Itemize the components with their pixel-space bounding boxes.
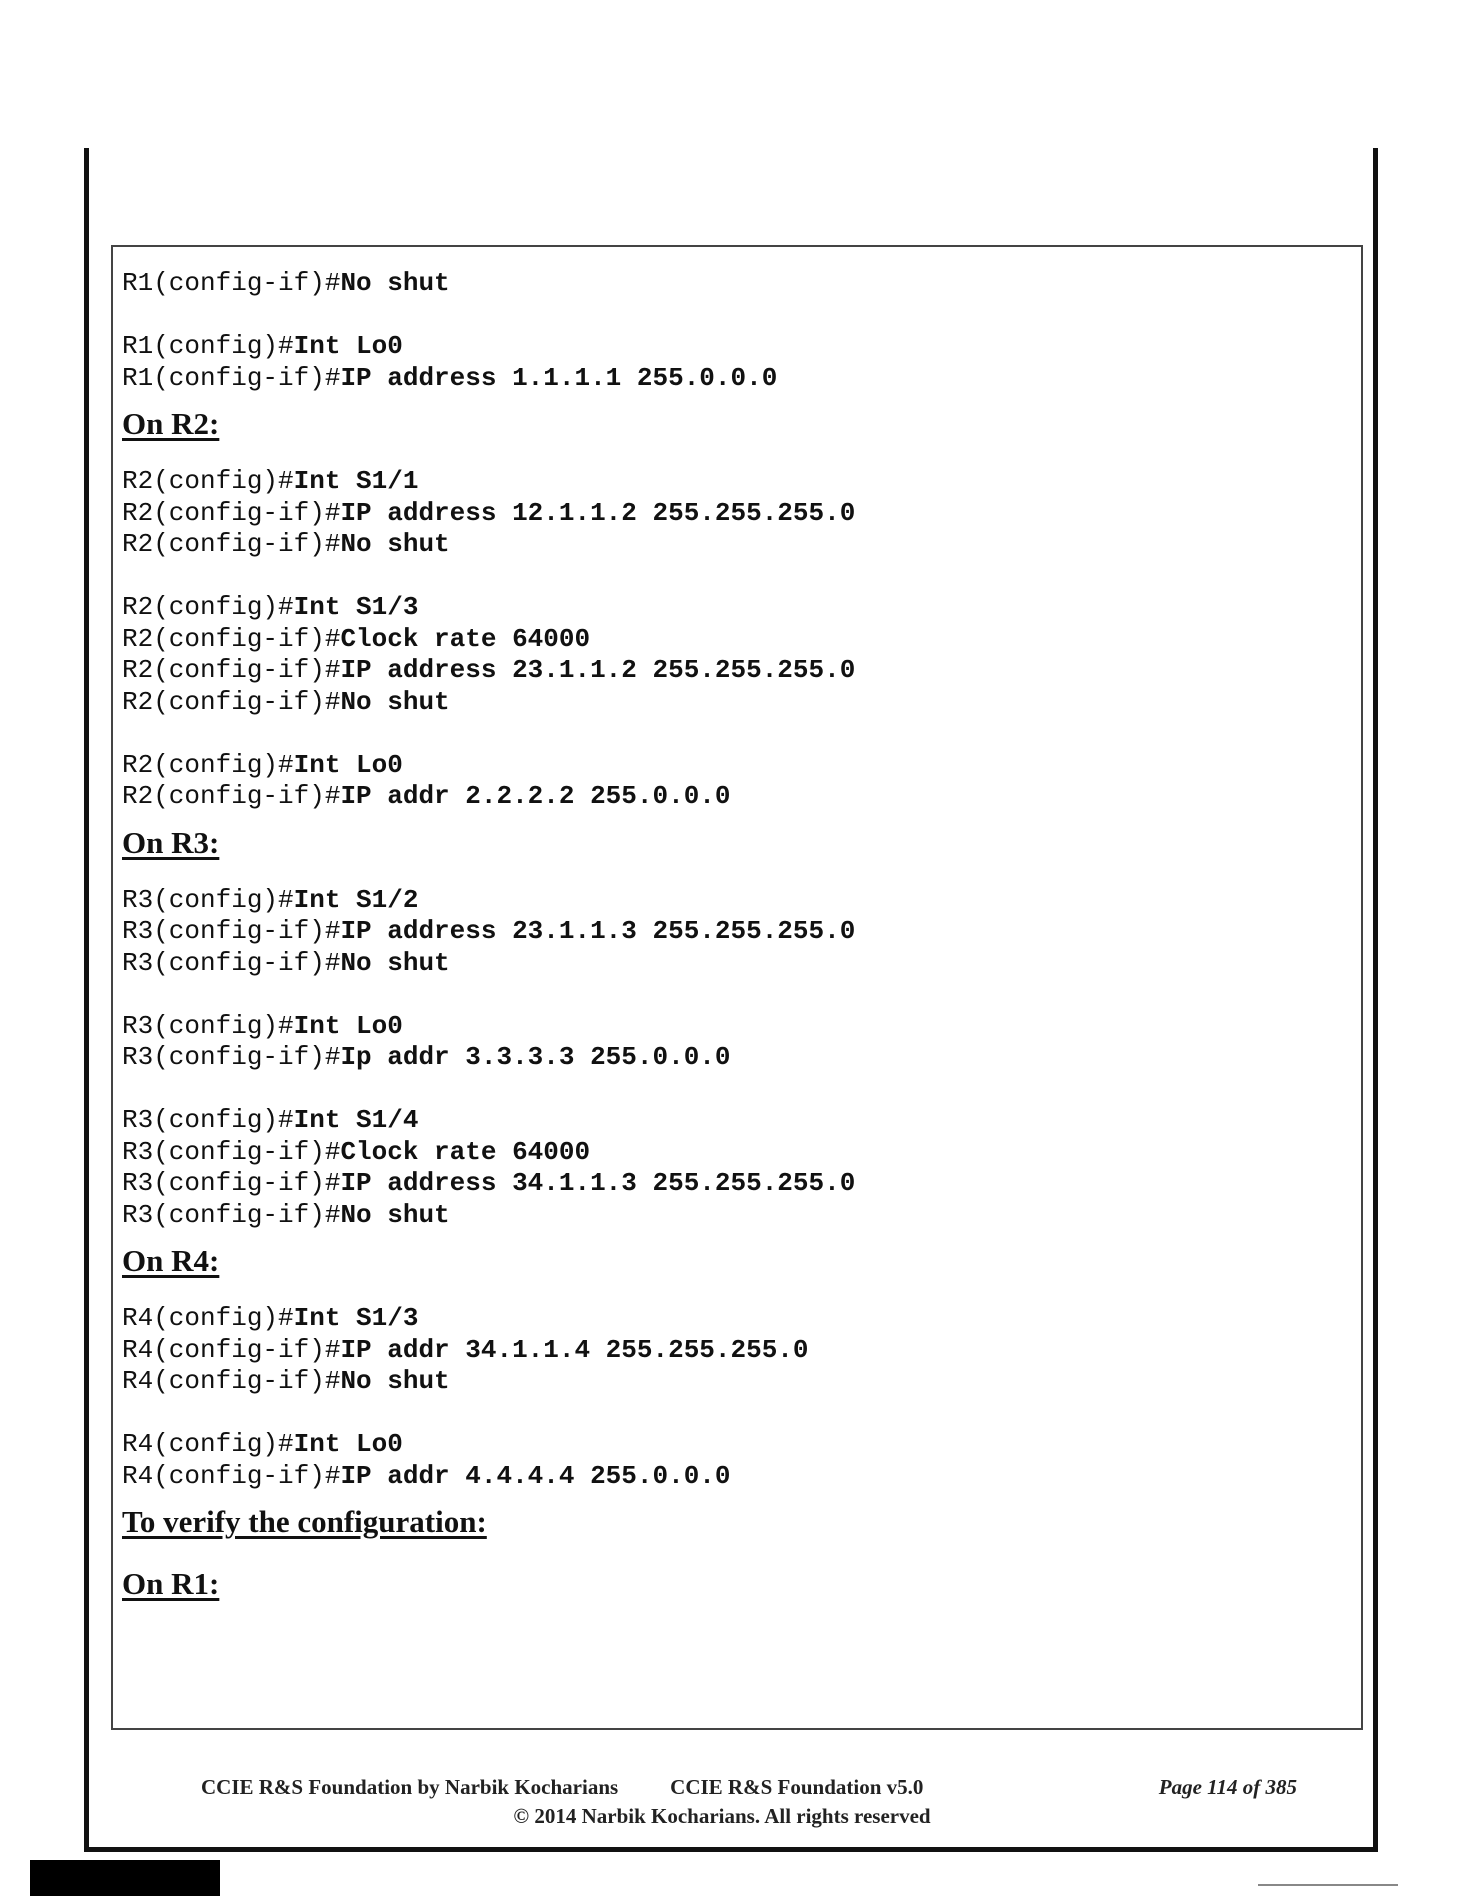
code-line: [122, 1303, 1352, 1335]
cli-prompt: R4(config)#: [122, 1303, 294, 1333]
cli-command: Int S1/2: [293, 884, 419, 915]
code-line: [122, 655, 1352, 687]
cli-command: Ip addr 3.3.3.3 255.0.0.0: [340, 1042, 731, 1072]
cli-prompt: R4(config)#: [122, 1429, 294, 1459]
page-footer: [111, 1775, 1363, 1829]
code-line: [122, 529, 1352, 561]
code-line: [122, 498, 1352, 530]
code-line: [122, 331, 1352, 363]
cli-command: IP address 12.1.1.2 255.255.255.0: [340, 497, 856, 528]
cli-prompt: R3(config)#: [122, 1105, 294, 1135]
cli-prompt: R3(config)#: [122, 1010, 294, 1041]
cli-command: IP address 34.1.1.3 255.255.255.0: [340, 1168, 856, 1198]
code-line: [122, 1200, 1352, 1232]
footer-version: CCIE R&S Foundation v5.0: [670, 1775, 924, 1799]
cli-prompt: R3(config-if)#: [122, 916, 341, 946]
cli-command: IP address 23.1.1.3 255.255.255.0: [340, 916, 856, 946]
cli-prompt: R1(config)#: [122, 331, 294, 361]
code-block: [122, 885, 1352, 1232]
scan-edge-mark: [1258, 1884, 1398, 1886]
code-block: [122, 1303, 1352, 1492]
cli-prompt: R2(config)#: [122, 466, 294, 496]
cli-command: Int Lo0: [293, 1010, 403, 1041]
code-line: [122, 687, 1352, 719]
code-line: [122, 624, 1352, 656]
code-line: [122, 1429, 1352, 1461]
code-line: [122, 268, 1352, 300]
cli-command: Int Lo0: [293, 1429, 403, 1459]
cli-command: Int S1/1: [293, 466, 419, 496]
code-line: [122, 466, 1352, 498]
cli-command: Int Lo0: [293, 749, 403, 780]
cli-command: No shut: [340, 686, 450, 717]
cli-command: IP addr 4.4.4.4 255.0.0.0: [340, 1460, 731, 1491]
code-line: [122, 1137, 1352, 1169]
cli-prompt: R4(config-if)#: [122, 1460, 341, 1491]
cli-prompt: R3(config)#: [122, 884, 294, 915]
cli-command: Clock rate 64000: [340, 1136, 591, 1167]
code-line: [122, 1011, 1352, 1043]
cli-prompt: R2(config-if)#: [122, 686, 341, 717]
cli-command: Int S1/4: [293, 1105, 419, 1135]
blank-line: [122, 979, 1352, 1011]
cli-prompt: R3(config-if)#: [122, 947, 341, 978]
code-block: [122, 466, 1352, 813]
cli-prompt: R1(config-if)#: [122, 362, 341, 393]
cli-prompt: R3(config-if)#: [122, 1136, 341, 1167]
document-body: [122, 268, 1352, 1626]
code-line: [122, 1042, 1352, 1074]
cli-prompt: R3(config-if)#: [122, 1199, 341, 1230]
cli-prompt: R4(config-if)#: [122, 1334, 341, 1365]
cli-prompt: R2(config-if)#: [122, 781, 341, 811]
cli-command: Int S1/3: [293, 592, 419, 622]
code-line: [122, 363, 1352, 395]
blank-line: [122, 561, 1352, 593]
footer-page-number: Page 114 of 385: [1158, 1775, 1297, 1799]
cli-prompt: R2(config-if)#: [122, 497, 341, 528]
footer-row: [111, 1775, 1363, 1800]
cli-command: No shut: [340, 1366, 450, 1396]
cli-command: IP addr 2.2.2.2 255.0.0.0: [340, 781, 731, 811]
section-heading: On R4:: [122, 1243, 220, 1278]
cli-prompt: R2(config-if)#: [122, 655, 341, 685]
code-line: [122, 948, 1352, 980]
cli-prompt: R4(config-if)#: [122, 1366, 341, 1396]
cli-prompt: R1(config-if)#: [122, 268, 341, 298]
section-heading: On R2:: [122, 406, 220, 441]
cli-prompt: R3(config-if)#: [122, 1042, 341, 1072]
footer-book-title: CCIE R&S Foundation by Narbik Kocharians: [201, 1775, 619, 1799]
code-line: [122, 592, 1352, 624]
cli-command: No shut: [340, 947, 450, 978]
code-line: [122, 1105, 1352, 1137]
code-line: [122, 885, 1352, 917]
cli-prompt: R3(config-if)#: [122, 1168, 341, 1198]
code-line: [122, 781, 1352, 813]
cli-command: IP address 23.1.1.2 255.255.255.0: [340, 655, 856, 685]
cli-prompt: R2(config-if)#: [122, 623, 341, 654]
cli-command: IP address 1.1.1.1 255.0.0.0: [340, 362, 778, 393]
blank-line: [122, 300, 1352, 332]
blank-line: [122, 718, 1352, 750]
code-block: [122, 268, 1352, 394]
footer-copyright: © 2014 Narbik Kocharians. All rights reserved: [513, 1804, 931, 1828]
cli-command: IP addr 34.1.1.4 255.255.255.0: [340, 1334, 809, 1365]
code-line: [122, 1168, 1352, 1200]
code-line: [122, 916, 1352, 948]
blank-line: [122, 1074, 1352, 1106]
cli-command: Clock rate 64000: [340, 623, 591, 654]
cli-command: Int S1/3: [293, 1303, 419, 1333]
section-heading: On R1:: [122, 1566, 220, 1601]
cli-command: No shut: [340, 1199, 450, 1230]
redaction-bar: [30, 1860, 220, 1896]
cli-command: No shut: [340, 529, 450, 559]
code-line: [122, 1461, 1352, 1493]
code-line: [122, 1335, 1352, 1367]
code-line: [122, 1366, 1352, 1398]
section-heading: To verify the configuration:: [122, 1504, 487, 1539]
cli-command: No shut: [340, 268, 450, 298]
cli-prompt: R2(config-if)#: [122, 529, 341, 559]
cli-command: Int Lo0: [293, 331, 403, 361]
code-line: [122, 750, 1352, 782]
cli-prompt: R2(config)#: [122, 592, 294, 622]
blank-line: [122, 1398, 1352, 1430]
cli-prompt: R2(config)#: [122, 749, 294, 780]
section-heading: On R3:: [122, 824, 220, 860]
